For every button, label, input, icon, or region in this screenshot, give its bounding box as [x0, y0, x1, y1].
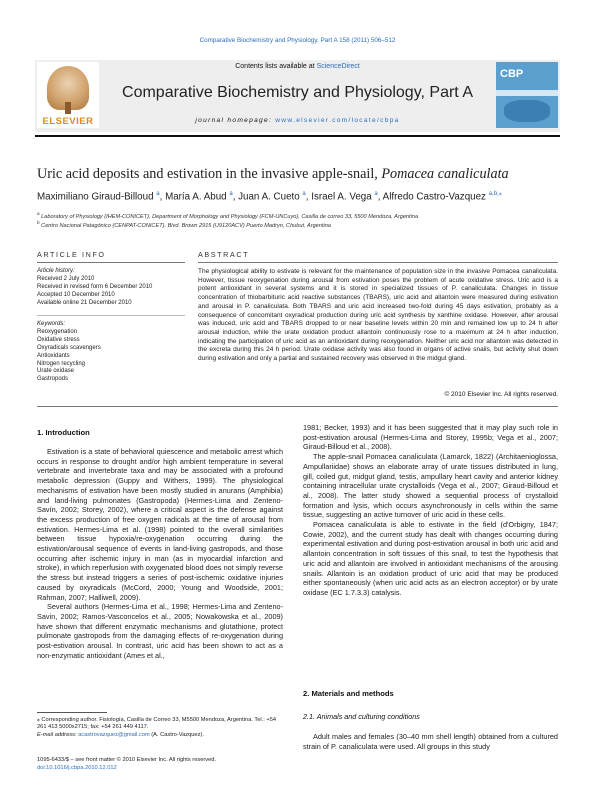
article-history [37, 268, 187, 308]
email-line [37, 732, 283, 739]
history-item: Received in revised form 6 December 2010 [37, 283, 153, 290]
email-label: E-mail address: [37, 731, 77, 738]
author-list: Maximiliano Giraud-Billoud $^a$, María A. Abud $^a$, Juan A. Cueto $^a$, Israel A. Vega $^a$, Alfredo Castro-Vazquez $^{a,b,⁎}$ [37, 191, 502, 203]
cover-label: CBP [500, 68, 524, 80]
cover-graphic [504, 100, 550, 122]
abstract-copyright: © 2010 Elsevier Inc. All rights reserved. [444, 391, 558, 398]
contents-prefix: Contents lists available at [235, 63, 315, 70]
author-affil-sup[interactable]: a,b,⁎ [488, 191, 502, 197]
affiliation [37, 211, 557, 220]
abstract-rule [198, 262, 558, 263]
keyword: Gastropods [37, 376, 69, 383]
header-divider [35, 135, 560, 137]
keyword: Oxyradicals scavengers [37, 344, 101, 351]
abstract-bottom-rule [37, 406, 558, 407]
contents-line [100, 63, 495, 70]
keyword: Antioxidants [37, 352, 70, 359]
publisher-name: ELSEVIER [42, 116, 94, 127]
email-link[interactable]: acastrovazquez@gmail.com [78, 731, 150, 738]
paragraph: 1981; Becker, 1993) and it has been suggested that it may play such role in post-estivation arousal (Hermes-Lima and Storey, 1995b; Vega et al., 2007; Giraud-Billoud et al., 2008). [303, 423, 558, 452]
doi-line [37, 765, 337, 772]
corresponding-author-note: ⁎ Corresponding author. Fisiología, Casilla de Correo 33, M5500 Mendoza, Argentina. Tel.: +54 261 413 5000x2715; fax: +54 261 449 4117. [37, 717, 277, 731]
paragraph: Several authors (Hermes-Lima et al., 1998; Hermes-Lima and Zenteno-Savin, 2002; Ramos-Vasconcelos et al., 2005; Nowakowska et al., 2009) have shown that different enzymatic mechanisms and glutathione, protect pulmonate gastropods from the damaging effects of re-oxygenation during post-estivation arousal. In contrast, uric acid has been shown to act as a non-enzymatic antioxidant (Ames et al., [37, 602, 283, 660]
paragraph: Adult males and females (30–40 mm shell length) obtained from a cultured strain of P. canaliculata were used. All groups in this study [303, 732, 558, 751]
keyword: Nitrogen recycling [37, 360, 86, 367]
keywords-label: Keywords: [37, 321, 66, 327]
methods-column [303, 732, 558, 751]
methods-subheading: 2.1. Animals and culturing conditions [303, 712, 420, 721]
affiliation [37, 220, 557, 229]
article-info-rule [37, 262, 185, 263]
author-affil-sup[interactable]: a [229, 191, 233, 197]
author[interactable]: Israel A. Vega [311, 191, 372, 203]
keywords [37, 321, 187, 384]
paragraph: The apple-snail Pomacea canaliculata (Lamarck, 1822) (Architaenioglossa, Ampullariidae) shows an elaborate array of urate tissues distributed in lung, gill, coiled gut, midgut gland, testis, ampullary heart cavity and anterior kidney containing intracellular urate crystalloids (Vega et al., 2007; Giraud-Billoud et al., 2008). The latter study showed a sequential process of crystalloid formation and lysis, which occurs asynchronously in cells within the same tissue, suggesting an active turnover of uric acid in these cells. [303, 452, 558, 520]
methods-heading: 2. Materials and methods [303, 689, 394, 698]
paragraph: Pomacea canaliculata is able to estivate in the field (d'Orbigny, 1847; Cowie, 2002), and the current study has dealt with changes occurring during experimental estivation and during post-estivation arousal in both uric acid and allantoin concentration in soft tissues of this snail, to test the hypothesis that uric acid and allantoin are involved in antioxidant mechanisms of the arousing snails. Allantoin is an oxidation product of uric acid that may be produced either spontaneously (when uric acid acts as an electron acceptor) or by urate oxidase (EC 1.7.3.3) catalysis. [303, 520, 558, 597]
author-affil-sup[interactable]: a [374, 191, 378, 197]
keyword: Urate oxidase [37, 368, 75, 375]
author-affil-sup[interactable]: a [302, 191, 306, 197]
corresponding-footnote [37, 717, 283, 739]
affiliation-text: Laboratory of Physiology (IHEM-CONICET), Department of Morphology and Physiology (FCM-UNCuyo), Casilla de correo 33, 5500 Mendoza, Argentina [41, 213, 419, 220]
title-species: Pomacea canaliculata [381, 166, 509, 182]
paragraph: Estivation is a state of behavioral quiescence and metabolic arrest which occurs in response to drought and/or high ambient temperature in several vertebrate and invertebrate taxa and may be associated with a profound metabolic depression (Guppy and Withers, 1999). The physiological mechanisms of estivation have been mostly studied in anurans (Amphibia) and land-living pulmonates (Gastropoda) (Hermes-Lima and Zenteno-Savín, 2002; Storey, 2002), where a critical aspect is the defense against the excess production of free oxygen radicals at the time of arousal from estivation. Hermes-Lima et al. (1998) pointed to the overall similarities between tissue hypoxia/re-oxygenation occurring during the estivation/arousal sequence of events in land-living gastropods, and those occurring after ischemic injury in man (as in myocardial infarction and stroke), in which reperfusion with oxygenated blood does not simply reverse the stress but instead triggers a series of post-ischemic oxidative injuries caused by oxyradicals (McCord, 2000; Young and Woodside, 2001; Rahman, 2007; Halliwell, 2009). [37, 447, 283, 602]
abstract-text: The physiological ability to estivate is relevant for the maintenance of population size in the invasive Pomacea canaliculata. However, tissue reoxygenation during arousal from estivation poses the problem of acute oxidative stress. Uric acid is a potent antioxidant in several systems and it is stored in specialized tissues of P. canaliculata. Changes in tissue concentration of thiobarbituric acid reactive substances (TBARS), uric acid and allantoin were measured during estivation and arousal in P. canaliculata. Both TBARS and uric acid increased two-fold during 45 days estivation, probably as a consequence of concomitant oxyradical production during uric acid synthesis by xanthine oxidase. However, after arousal was induced, uric acid and TBARS dropped to or near baseline levels within 20 min and remained low up to 24 h after arousal induction, while the urate oxidation product allantoin continuously rose to a maximum at 24 h after induction, indicating the participation of uric acid as an antioxidant during reoxygenation. Neither uric acid nor allantoin was detected in the excreta during this 24 h period. Urate oxidase activity was also found in organs of active snails, but activity shut down during estivation and only a partial and sustained recovery was observed in the midgut gland. [198, 268, 558, 363]
intro-left-column [37, 447, 283, 660]
sciencedirect-link[interactable]: ScienceDirect [316, 63, 360, 70]
keyword: Reoxygenation [37, 328, 78, 335]
journal-homepage [100, 117, 495, 124]
history-item: Accepted 10 December 2010 [37, 291, 115, 298]
homepage-prefix: journal homepage: [195, 117, 276, 124]
title-main: Uric acid deposits and estivation in the invasive apple-snail, [37, 166, 382, 182]
affiliation-sup: b [37, 220, 40, 225]
history-item: Available online 21 December 2010 [37, 299, 132, 306]
elsevier-logo[interactable] [37, 62, 99, 128]
author[interactable]: Juan A. Cueto [238, 191, 300, 203]
history-item: Received 2 July 2010 [37, 275, 95, 282]
history-label: Article history: [37, 268, 75, 274]
journal-title[interactable]: Comparative Biochemistry and Physiology, Part A [122, 84, 473, 101]
issn-line: 1095-6433/$ – see front matter © 2010 Elsevier Inc. All rights reserved. [37, 757, 217, 763]
intro-right-column [303, 423, 558, 598]
doi-link[interactable]: doi:10.1016/j.cbpa.2010.12.012 [37, 765, 117, 771]
article-info-heading: ARTICLE INFO [37, 250, 106, 259]
abstract-heading: ABSTRACT [198, 250, 250, 259]
tree-trunk-icon [65, 102, 71, 114]
author-affil-sup[interactable]: a [156, 191, 160, 197]
author[interactable]: Alfredo Castro-Vazquez [382, 191, 486, 203]
intro-heading: 1. Introduction [37, 428, 90, 437]
email-suffix: (A. Castro-Vazquez). [151, 731, 204, 738]
keywords-rule [37, 315, 185, 316]
running-head: Comparative Biochemistry and Physiology, Part A 158 (2011) 506–512 [199, 37, 396, 44]
author[interactable]: Maximiliano Giraud-Billoud [37, 191, 154, 203]
footnote-rule [37, 712, 107, 713]
cover-band [496, 90, 558, 96]
keyword: Oxidative stress [37, 336, 80, 343]
affiliation-sup: a [37, 211, 40, 216]
homepage-link[interactable]: www.elsevier.com/locate/cbpa [275, 117, 400, 124]
author[interactable]: María A. Abud [165, 191, 227, 203]
affiliation-text: Centro Nacional Patagónico (CENPAT-CONICET). Blvd. Brown 2915 (U9120ACV) Puerto Madryn, Chubut, Argentina [41, 222, 331, 229]
article-title [37, 166, 567, 183]
journal-cover-image[interactable] [496, 62, 558, 128]
